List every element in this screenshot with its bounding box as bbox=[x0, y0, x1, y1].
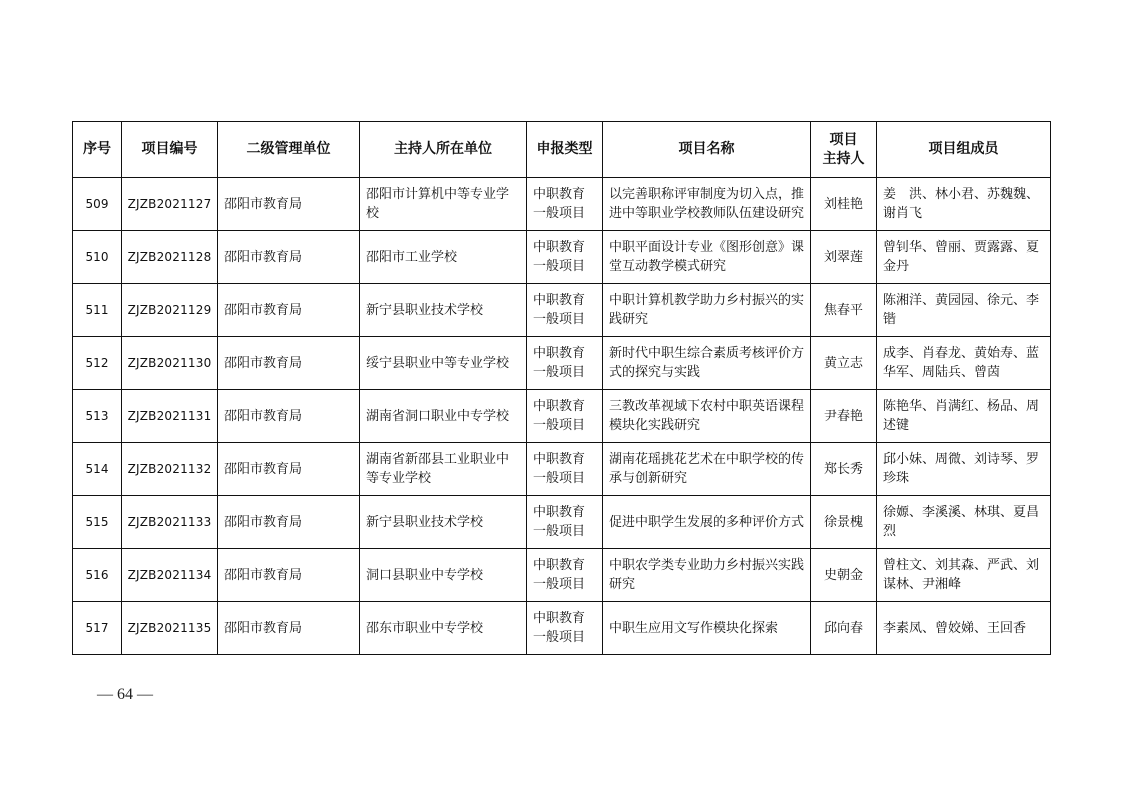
cell-project-name: 以完善职称评审制度为切入点，推进中等职业学校教师队伍建设研究 bbox=[603, 178, 811, 231]
header-row bbox=[73, 122, 1051, 178]
cell-seq: 514 bbox=[73, 443, 122, 496]
table-header bbox=[73, 122, 1051, 178]
table-row bbox=[73, 284, 1051, 337]
cell-project-leader: 郑长秀 bbox=[811, 443, 877, 496]
header-unit: 主持人所在单位 bbox=[360, 122, 527, 178]
cell-project-name: 中职平面设计专业《图形创意》课堂互动教学模式研究 bbox=[603, 231, 811, 284]
cell-project-leader: 徐景槐 bbox=[811, 496, 877, 549]
table-row bbox=[73, 602, 1051, 655]
cell-project-leader: 邱向春 bbox=[811, 602, 877, 655]
cell-seq: 513 bbox=[73, 390, 122, 443]
cell-management-unit: 邵阳市教育局 bbox=[218, 337, 360, 390]
table-body bbox=[73, 178, 1051, 655]
cell-team-members: 成李、肖春龙、黄始寿、蓝华军、周陆兵、曾茵 bbox=[877, 337, 1051, 390]
cell-project-code: ZJZB2021134 bbox=[122, 549, 218, 602]
cell-project-name: 三教改革视域下农村中职英语课程模块化实践研究 bbox=[603, 390, 811, 443]
cell-seq: 515 bbox=[73, 496, 122, 549]
cell-project-name: 湖南花瑶挑花艺术在中职学校的传承与创新研究 bbox=[603, 443, 811, 496]
cell-project-leader: 史朝金 bbox=[811, 549, 877, 602]
cell-management-unit: 邵阳市教育局 bbox=[218, 178, 360, 231]
cell-management-unit: 邵阳市教育局 bbox=[218, 284, 360, 337]
cell-project-code: ZJZB2021128 bbox=[122, 231, 218, 284]
cell-team-members: 邱小妹、周微、刘诗琴、罗珍珠 bbox=[877, 443, 1051, 496]
cell-management-unit: 邵阳市教育局 bbox=[218, 443, 360, 496]
cell-seq: 512 bbox=[73, 337, 122, 390]
cell-project-code: ZJZB2021135 bbox=[122, 602, 218, 655]
header-name: 项目名称 bbox=[603, 122, 811, 178]
cell-project-leader: 尹春艳 bbox=[811, 390, 877, 443]
cell-project-name: 促进中职学生发展的多种评价方式 bbox=[603, 496, 811, 549]
cell-project-leader: 刘桂艳 bbox=[811, 178, 877, 231]
table-row bbox=[73, 337, 1051, 390]
cell-host-unit: 邵阳市计算机中等专业学校 bbox=[360, 178, 527, 231]
cell-management-unit: 邵阳市教育局 bbox=[218, 496, 360, 549]
cell-application-type: 中职教育一般项目 bbox=[527, 390, 603, 443]
cell-host-unit: 洞口县职业中专学校 bbox=[360, 549, 527, 602]
cell-host-unit: 邵阳市工业学校 bbox=[360, 231, 527, 284]
cell-project-leader: 刘翠莲 bbox=[811, 231, 877, 284]
cell-team-members: 陈湘洋、黄园园、徐元、李锴 bbox=[877, 284, 1051, 337]
header-seq: 序号 bbox=[73, 122, 122, 178]
cell-project-code: ZJZB2021130 bbox=[122, 337, 218, 390]
cell-application-type: 中职教育一般项目 bbox=[527, 337, 603, 390]
cell-host-unit: 新宁县职业技术学校 bbox=[360, 496, 527, 549]
header-mgmt: 二级管理单位 bbox=[218, 122, 360, 178]
cell-project-code: ZJZB2021132 bbox=[122, 443, 218, 496]
project-table bbox=[72, 121, 1051, 655]
cell-project-name: 中职农学类专业助力乡村振兴实践研究 bbox=[603, 549, 811, 602]
cell-team-members: 陈艳华、肖满红、杨品、周述键 bbox=[877, 390, 1051, 443]
cell-application-type: 中职教育一般项目 bbox=[527, 602, 603, 655]
cell-project-name: 中职生应用文写作模块化探索 bbox=[603, 602, 811, 655]
cell-application-type: 中职教育一般项目 bbox=[527, 284, 603, 337]
table-row bbox=[73, 496, 1051, 549]
header-leader-line1: 项目 bbox=[829, 131, 858, 148]
cell-application-type: 中职教育一般项目 bbox=[527, 549, 603, 602]
cell-project-name: 新时代中职生综合素质考核评价方式的探究与实践 bbox=[603, 337, 811, 390]
header-code: 项目编号 bbox=[122, 122, 218, 178]
cell-host-unit: 邵东市职业中专学校 bbox=[360, 602, 527, 655]
cell-host-unit: 湖南省新邵县工业职业中等专业学校 bbox=[360, 443, 527, 496]
table-row bbox=[73, 178, 1051, 231]
table-row bbox=[73, 390, 1051, 443]
header-leader-line2: 主持人 bbox=[822, 150, 865, 167]
cell-team-members: 徐嫄、李溪溪、林琪、夏昌烈 bbox=[877, 496, 1051, 549]
cell-team-members: 曾钊华、曾丽、贾露露、夏金丹 bbox=[877, 231, 1051, 284]
cell-project-code: ZJZB2021127 bbox=[122, 178, 218, 231]
project-table-container bbox=[72, 121, 1050, 655]
cell-management-unit: 邵阳市教育局 bbox=[218, 602, 360, 655]
cell-project-leader: 焦春平 bbox=[811, 284, 877, 337]
cell-management-unit: 邵阳市教育局 bbox=[218, 549, 360, 602]
cell-team-members: 姜 洪、林小君、苏魏魏、谢肖飞 bbox=[877, 178, 1051, 231]
cell-team-members: 曾柱文、刘其森、严武、刘谋林、尹湘峰 bbox=[877, 549, 1051, 602]
cell-host-unit: 绥宁县职业中等专业学校 bbox=[360, 337, 527, 390]
header-leader bbox=[811, 122, 877, 178]
header-members: 项目组成员 bbox=[877, 122, 1051, 178]
cell-project-leader: 黄立志 bbox=[811, 337, 877, 390]
cell-project-code: ZJZB2021129 bbox=[122, 284, 218, 337]
table-row bbox=[73, 231, 1051, 284]
cell-seq: 516 bbox=[73, 549, 122, 602]
cell-project-code: ZJZB2021133 bbox=[122, 496, 218, 549]
page-number: — 64 — bbox=[97, 686, 153, 703]
cell-management-unit: 邵阳市教育局 bbox=[218, 390, 360, 443]
cell-application-type: 中职教育一般项目 bbox=[527, 496, 603, 549]
table-row bbox=[73, 443, 1051, 496]
cell-seq: 509 bbox=[73, 178, 122, 231]
cell-project-code: ZJZB2021131 bbox=[122, 390, 218, 443]
header-type: 申报类型 bbox=[527, 122, 603, 178]
cell-seq: 511 bbox=[73, 284, 122, 337]
cell-project-name: 中职计算机教学助力乡村振兴的实践研究 bbox=[603, 284, 811, 337]
cell-management-unit: 邵阳市教育局 bbox=[218, 231, 360, 284]
cell-host-unit: 新宁县职业技术学校 bbox=[360, 284, 527, 337]
cell-team-members: 李素凤、曾姣娣、王回香 bbox=[877, 602, 1051, 655]
cell-application-type: 中职教育一般项目 bbox=[527, 443, 603, 496]
cell-seq: 510 bbox=[73, 231, 122, 284]
cell-application-type: 中职教育一般项目 bbox=[527, 178, 603, 231]
table-row bbox=[73, 549, 1051, 602]
cell-seq: 517 bbox=[73, 602, 122, 655]
cell-host-unit: 湖南省洞口职业中专学校 bbox=[360, 390, 527, 443]
cell-application-type: 中职教育一般项目 bbox=[527, 231, 603, 284]
